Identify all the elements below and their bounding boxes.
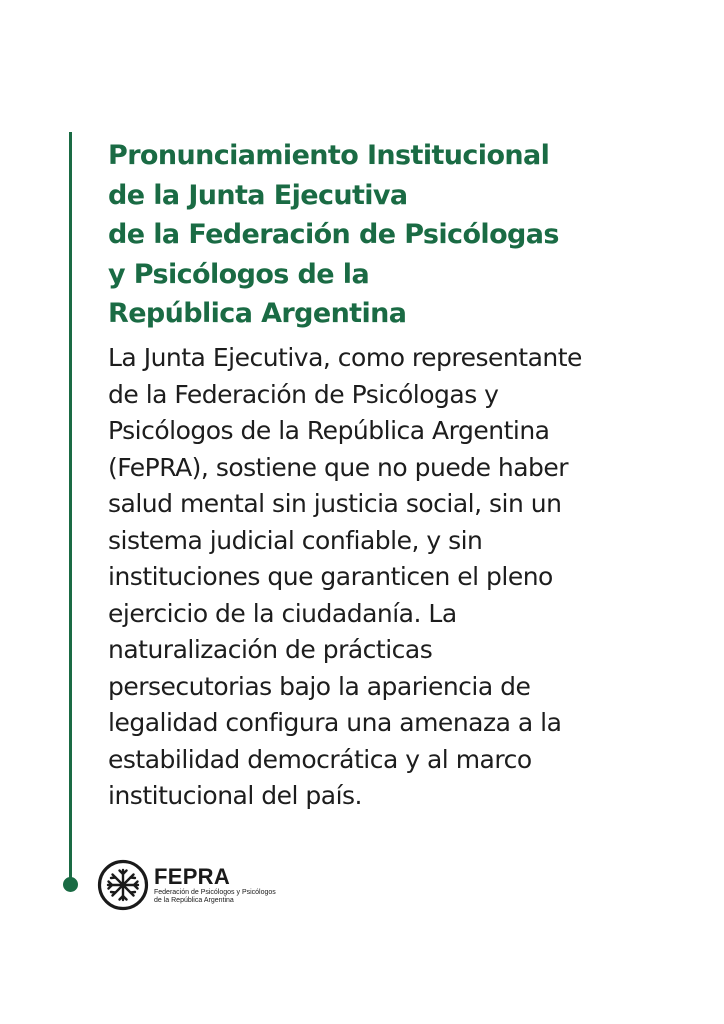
body-line: (FePRA), sostiene que no puede haber xyxy=(108,452,569,482)
title-line: República Argentina xyxy=(108,298,407,329)
body-line: estabilidad democrática y al marco xyxy=(108,744,532,774)
title-line: y Psicólogos de la xyxy=(108,258,370,290)
body-line: naturalización de prácticas xyxy=(108,635,433,664)
decorative-vertical-line xyxy=(69,132,72,884)
title-line: Pronunciamiento Institucional xyxy=(108,140,550,171)
fepra-emblem-icon xyxy=(97,859,149,911)
title-line: de la Junta Ejecutiva xyxy=(108,179,408,211)
document-title xyxy=(108,136,698,334)
fepra-logo xyxy=(97,857,276,913)
body-line: Psicólogos de la República Argentina xyxy=(108,416,550,445)
body-line: legalidad configura una amenaza a la xyxy=(108,708,562,737)
logo-name: FEPRA xyxy=(154,863,231,889)
body-line: institucional del país. xyxy=(108,781,363,810)
body-line: salud mental sin justicia social, sin un xyxy=(108,489,562,518)
body-line: ejercicio de la ciudadanía. La xyxy=(108,598,457,628)
logo-subtitle-line: de la República Argentina xyxy=(154,897,234,904)
body-line: La Junta Ejecutiva, como representante xyxy=(108,343,582,372)
decorative-line-dot xyxy=(63,877,78,892)
body-line: de la Federación de Psicólogas y xyxy=(108,379,499,409)
body-line: sistema judicial confiable, y sin xyxy=(108,525,483,555)
logo-subtitle xyxy=(154,889,276,906)
body-line: persecutorias bajo la apariencia de xyxy=(108,671,531,701)
title-line: de la Federación de Psicólogas xyxy=(108,219,559,250)
logo-text xyxy=(154,865,276,906)
statement-body xyxy=(108,340,708,815)
logo-subtitle-line: Federación de Psicólogos y Psicólogos xyxy=(154,888,276,896)
body-line: instituciones que garanticen el pleno xyxy=(108,562,553,591)
